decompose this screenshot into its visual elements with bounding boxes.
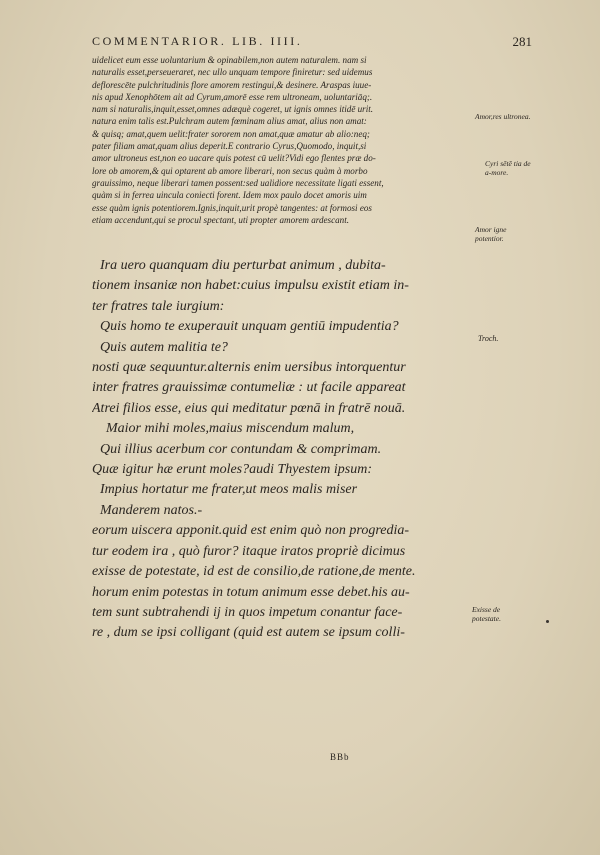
commentary-small-text	[92, 54, 462, 226]
text-line: tionem insaniæ non habet:cuius impulsu existit etiam in-	[92, 278, 409, 294]
text-line: horum enim potestas in totum animum esse debet.his au-	[92, 584, 410, 600]
text-line: natura enim talis est.Pulchram autem fœminam alius amat, alius non amat:	[92, 116, 367, 127]
text-line: naturalis esset,perseueraret, nec ullo unquam tempore finiretur: sed uidemus	[92, 67, 373, 78]
verse-line: Maior mihi moles,maius miscendum malum,	[106, 421, 355, 437]
text-line: & quisq; amat,quem uelit:frater sororem non amat,quæ amatur ab alio:neq;	[92, 128, 370, 139]
margin-note-cyri-sententia: Cyri sētē tia de a-more.	[485, 159, 531, 177]
text-line: uidelicet eum esse uoluntarium & opinabilem,non autem naturalem. nam si	[92, 55, 367, 65]
text-line: amor ultroneus est,non eo uacare quis potest cū uelit?Vidi ego flentes præ do-	[92, 153, 376, 164]
margin-note-amor-potentior: Amor igne potentior.	[475, 225, 507, 243]
text-line: re , dum se ipsi colligant (quid est autem se ipsum colli-	[92, 625, 405, 641]
verse-line: Impius hortatur me frater,ut meos malis miser	[100, 482, 358, 498]
margin-note-trochaic: Troch.	[478, 334, 499, 343]
verse-line: Quis homo te exuperauit unquam gentiū impudentia?	[100, 319, 399, 335]
signature-mark: BBb	[330, 752, 350, 762]
page-number: 281	[512, 34, 532, 49]
text-line: nis apud Xenophōtem ait ad Cyrum,amorē esse rem ultroneam, uoluntariāq;.	[92, 91, 373, 102]
text-line: Atrei filios esse, eius qui meditatur pœnā in fratrē nouā.	[92, 400, 406, 416]
text-line: inter fratres grauissimæ contumeliæ : ut facile appareat	[92, 380, 406, 396]
text-line: esse quàm ignis potentiorem.Ignis,inquit,urit propè tangentes: at formosi eos	[92, 202, 372, 213]
text-line: Quæ igitur hæ erunt moles?audi Thyestem ipsum:	[92, 462, 372, 478]
text-line: ter fratres tale iurgium:	[92, 298, 225, 314]
text-line: tur eodem ira , quò furor? itaque iratos propriè dicimus	[92, 543, 406, 559]
margin-note-exisse: Exisse de potestate.	[472, 605, 501, 623]
text-line: lore ob amorem,& qui optarent ab amore liberari, non secus quàm à morbo	[92, 165, 368, 176]
verse-line: Quis autem malitia te?	[100, 339, 228, 355]
commentary-main-text	[92, 256, 472, 644]
text-line: etiam accendunt,qui se procul spectant, uti propter amorem ardescant.	[92, 214, 350, 225]
text-line: nosti quæ sequuntur.alternis enim uersibus intorquentur	[92, 360, 406, 376]
ink-speck	[546, 620, 549, 623]
text-line: eorum uiscera apponit.quid est enim quò non progredia-	[92, 523, 410, 539]
text-line: pater filiam amat,quam alius deperit.E contrario Cyrus,Quomodo, inquit,si	[92, 141, 367, 152]
text-line: nam si naturalis,inquit,esset,omnes adæquè cogeret, ut ignis omnes itidē urit.	[92, 104, 374, 115]
text-line: grauissimo, neque liberari tamen possent:sed ualidiore necessitate ligati essent,	[92, 177, 384, 188]
margin-note-amor-ultronea: Amor,res ultronea.	[475, 112, 531, 121]
page-header	[92, 34, 532, 54]
text-line: deflorescēte pulchritudinis flore amorem restingui,& desinere. Araspas iuue-	[92, 79, 372, 90]
verse-line: Qui illius acerbum cor contundam & comprimam.	[100, 441, 382, 457]
running-head: COMMENTARIOR. LIB. IIII.	[92, 34, 303, 48]
text-line: quàm si in ferrea uincula coniecti forent. Idem mox paulo docet amoris uim	[92, 190, 367, 201]
verse-line: Manderem natos.-	[100, 502, 203, 518]
text-line: tem sunt subtrahendi ij in quos impetum conantur face-	[92, 604, 403, 620]
text-line: Ira uero quanquam diu perturbat animum , dubita-	[100, 258, 386, 273]
text-line: exisse de potestate, id est de consilio,de ratione,de mente.	[92, 564, 416, 580]
